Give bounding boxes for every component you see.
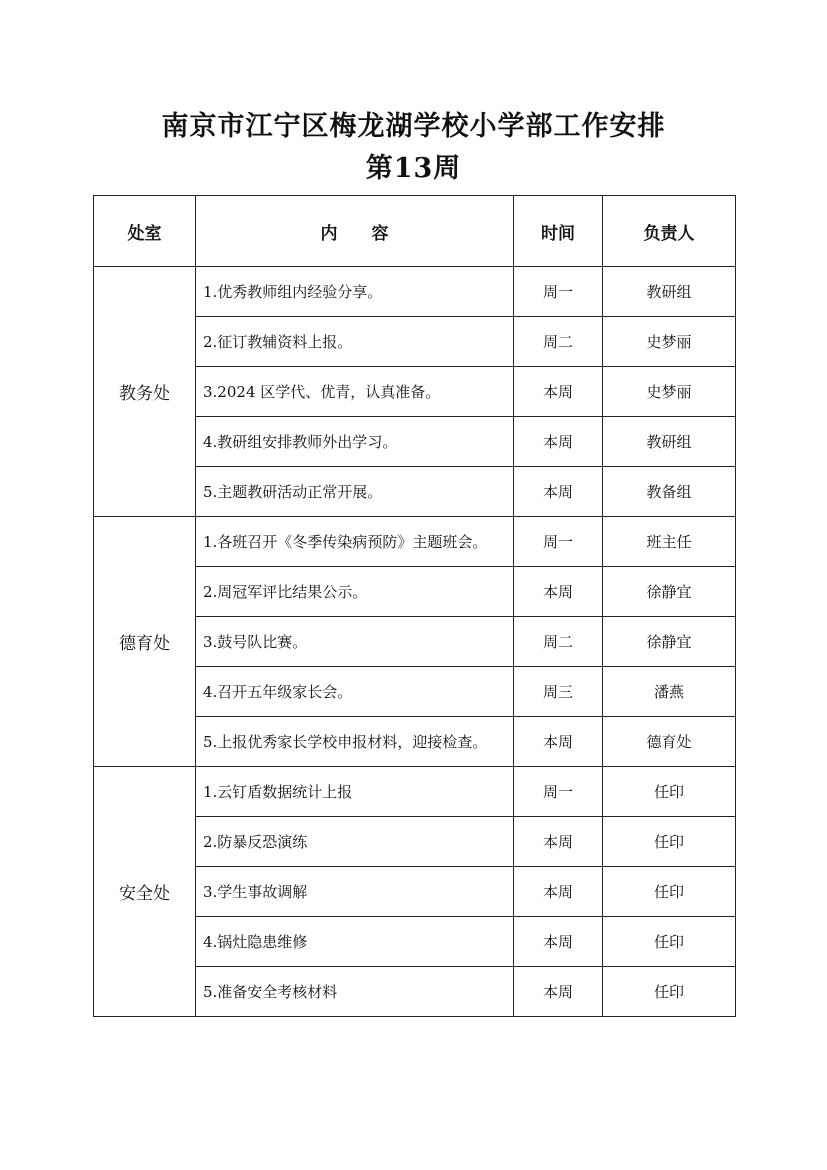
content-cell: 2.征订教辅资料上报。	[196, 317, 514, 367]
schedule-table	[93, 195, 736, 1017]
header-time: 时间	[514, 196, 603, 267]
time-cell: 周一	[514, 267, 603, 317]
table-row	[94, 517, 736, 567]
content-cell: 1.各班召开《冬季传染病预防》主题班会。	[196, 517, 514, 567]
content-cell: 4.教研组安排教师外出学习。	[196, 417, 514, 467]
dept-cell: 教务处	[94, 267, 196, 517]
week-label: 第13周	[365, 153, 462, 184]
time-cell: 周二	[514, 317, 603, 367]
dept-cell: 德育处	[94, 517, 196, 767]
time-cell: 本周	[514, 917, 603, 967]
owner-cell: 潘燕	[603, 667, 736, 717]
header-row	[94, 196, 736, 267]
owner-cell: 任印	[603, 867, 736, 917]
owner-cell: 任印	[603, 767, 736, 817]
header-owner: 负责人	[603, 196, 736, 267]
time-cell: 本周	[514, 367, 603, 417]
owner-cell: 班主任	[603, 517, 736, 567]
content-cell: 1.优秀教师组内经验分享。	[196, 267, 514, 317]
header-content: 内 容	[196, 196, 514, 267]
time-cell: 周三	[514, 667, 603, 717]
content-cell: 1.云钉盾数据统计上报	[196, 767, 514, 817]
time-cell: 本周	[514, 567, 603, 617]
dept-cell: 安全处	[94, 767, 196, 1017]
content-cell: 2.防暴反恐演练	[196, 817, 514, 867]
table-row	[94, 767, 736, 817]
time-cell: 本周	[514, 467, 603, 517]
content-cell: 5.准备安全考核材料	[196, 967, 514, 1017]
time-cell: 本周	[514, 717, 603, 767]
content-cell: 4.召开五年级家长会。	[196, 667, 514, 717]
content-cell: 3.学生事故调解	[196, 867, 514, 917]
time-cell: 本周	[514, 867, 603, 917]
time-cell: 本周	[514, 817, 603, 867]
content-cell: 5.主题教研活动正常开展。	[196, 467, 514, 517]
content-cell: 3.鼓号队比赛。	[196, 617, 514, 667]
owner-cell: 教备组	[603, 467, 736, 517]
owner-cell: 任印	[603, 917, 736, 967]
page-title: 南京市江宁区梅龙湖学校小学部工作安排	[161, 111, 666, 142]
header-dept: 处室	[94, 196, 196, 267]
owner-cell: 教研组	[603, 267, 736, 317]
owner-cell: 教研组	[603, 417, 736, 467]
content-cell: 2.周冠军评比结果公示。	[196, 567, 514, 617]
time-cell: 本周	[514, 967, 603, 1017]
owner-cell: 史梦丽	[603, 317, 736, 367]
owner-cell: 德育处	[603, 717, 736, 767]
content-cell: 5.上报优秀家长学校申报材料，迎接检查。	[196, 717, 514, 767]
time-cell: 周二	[514, 617, 603, 667]
time-cell: 周一	[514, 767, 603, 817]
table-row	[94, 267, 736, 317]
time-cell: 周一	[514, 517, 603, 567]
owner-cell: 徐静宜	[603, 567, 736, 617]
owner-cell: 任印	[603, 817, 736, 867]
owner-cell: 史梦丽	[603, 367, 736, 417]
content-cell: 3.2024 区学代、优青，认真准备。	[196, 367, 514, 417]
content-cell: 4.锅灶隐患维修	[196, 917, 514, 967]
time-cell: 本周	[514, 417, 603, 467]
owner-cell: 任印	[603, 967, 736, 1017]
owner-cell: 徐静宜	[603, 617, 736, 667]
